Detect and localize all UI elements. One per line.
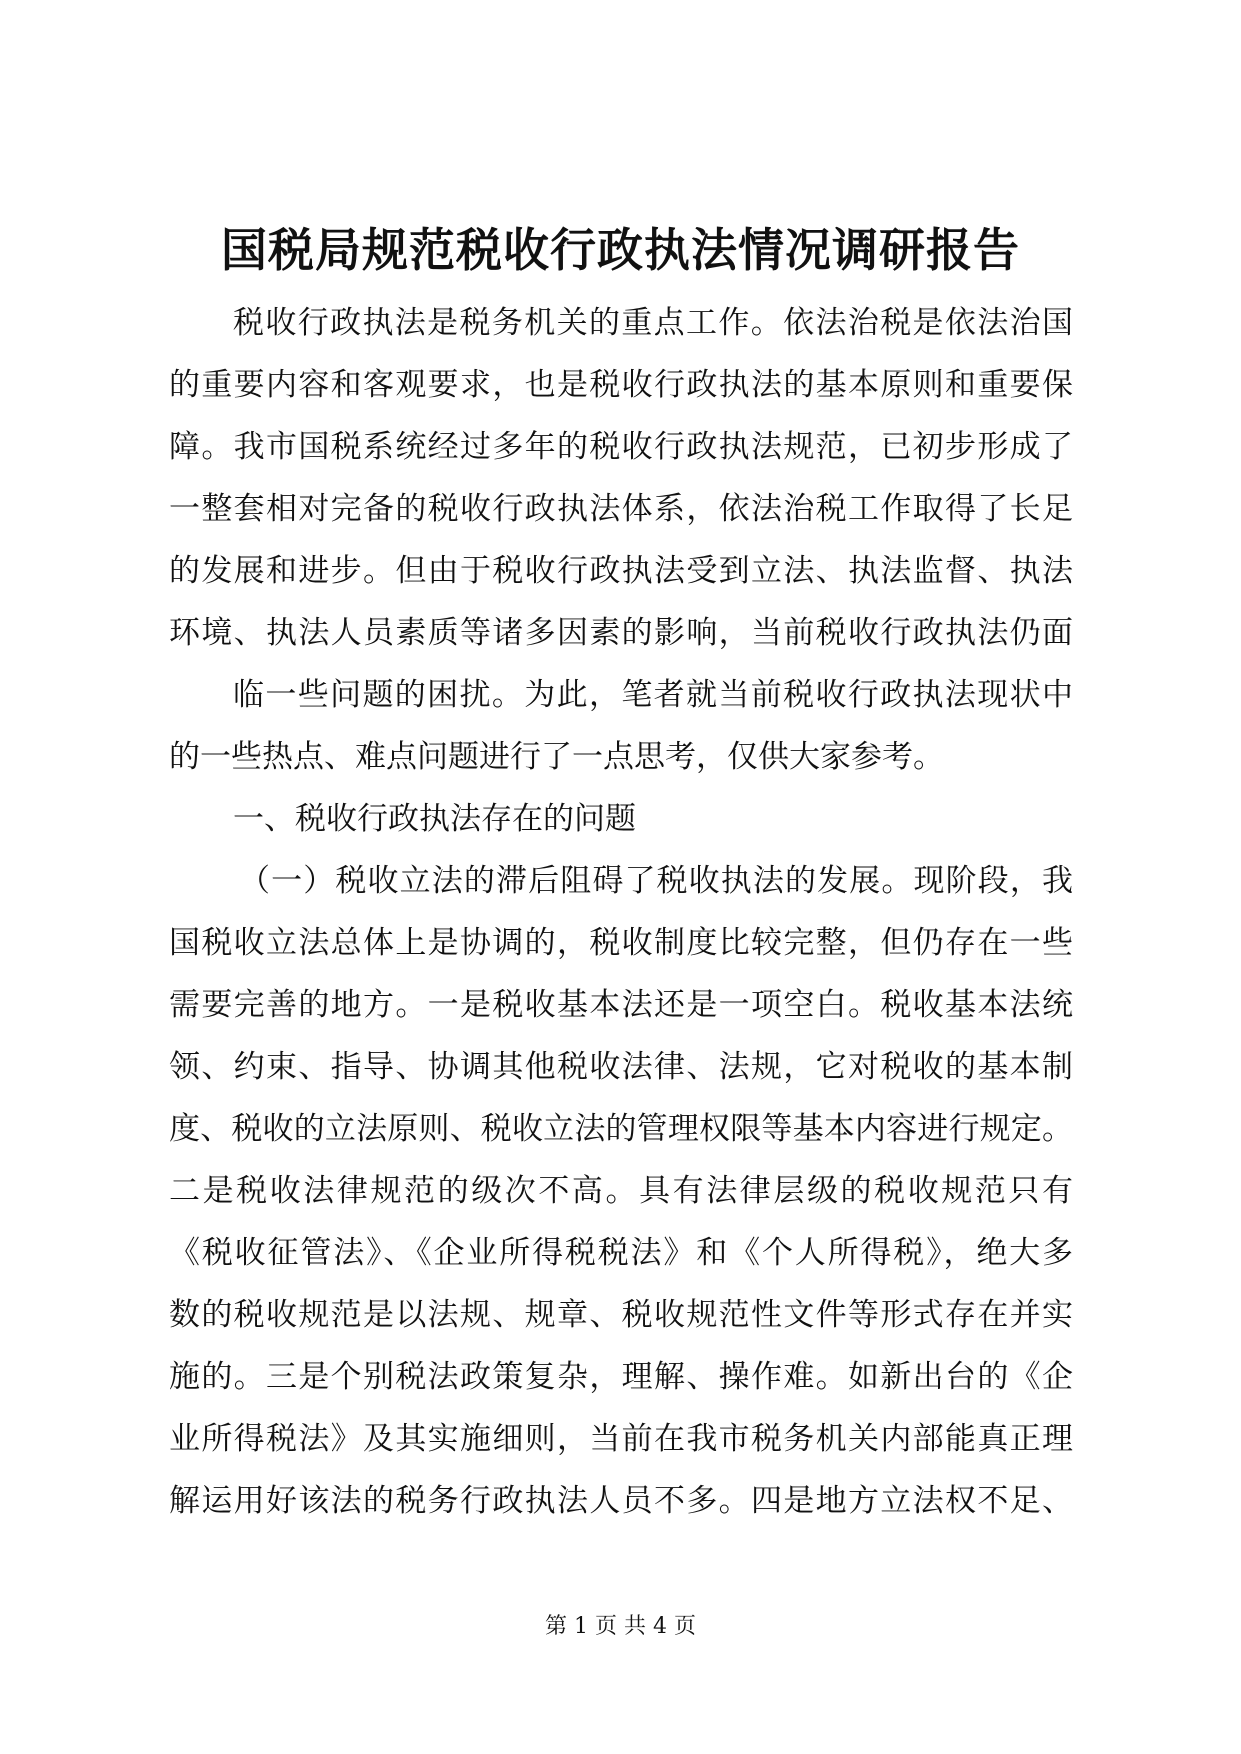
body-line: 《税收征管法》、《企业所得税税法》和《个人所得税》，绝大多 — [169, 1235, 1073, 1271]
body-line: 度、税收的立法原则、税收立法的管理权限等基本内容进行规定。 — [169, 1111, 1073, 1147]
body-line: 需要完善的地方。一是税收基本法还是一项空白。税收基本法统 — [169, 987, 1073, 1023]
body-line: 二是税收法律规范的级次不高。具有法律层级的税收规范只有 — [169, 1173, 1073, 1209]
document-body — [169, 292, 1073, 1532]
body-line: 障。我市国税系统经过多年的税收行政执法规范，已初步形成了 — [169, 429, 1073, 465]
body-line: 国税收立法总体上是协调的，税收制度比较完整，但仍存在一些 — [169, 925, 1073, 961]
page-number-label: 第 1 页 共 4 页 — [545, 1614, 696, 1639]
body-line: 环境、执法人员素质等诸多因素的影响，当前税收行政执法仍面 — [169, 615, 1073, 651]
body-line: 的重要内容和客观要求，也是税收行政执法的基本原则和重要保 — [169, 367, 1073, 403]
body-line: 的一些热点、难点问题进行了一点思考，仅供大家参考。 — [169, 739, 944, 775]
body-line: 解运用好该法的税务行政执法人员不多。四是地方立法权不足、 — [169, 1483, 1073, 1519]
body-line: 施的。三是个别税法政策复杂，理解、操作难。如新出台的《企 — [169, 1359, 1073, 1395]
body-line: 数的税收规范是以法规、规章、税收规范性文件等形式存在并实 — [169, 1297, 1073, 1333]
body-line: 一整套相对完备的税收行政执法体系，依法治税工作取得了长足 — [169, 491, 1073, 527]
body-line: 临一些问题的困扰。为此，笔者就当前税收行政执法现状中 — [233, 677, 1073, 713]
body-line: 的发展和进步。但由于税收行政执法受到立法、执法监督、执法 — [169, 553, 1073, 589]
body-line: 税收行政执法是税务机关的重点工作。依法治税是依法治国 — [233, 305, 1073, 341]
document-title: 国税局规范税收行政执法情况调研报告 — [221, 223, 1020, 277]
section-heading: 一、税收行政执法存在的问题 — [233, 801, 636, 837]
page-footer — [0, 1612, 1241, 1642]
body-line: 业所得税法》及其实施细则，当前在我市税务机关内部能真正理 — [169, 1421, 1073, 1457]
body-line: （一）税收立法的滞后阻碍了税收执法的发展。现阶段，我 — [239, 863, 1073, 899]
body-line: 领、约束、指导、协调其他税收法律、法规，它对税收的基本制 — [169, 1049, 1073, 1085]
